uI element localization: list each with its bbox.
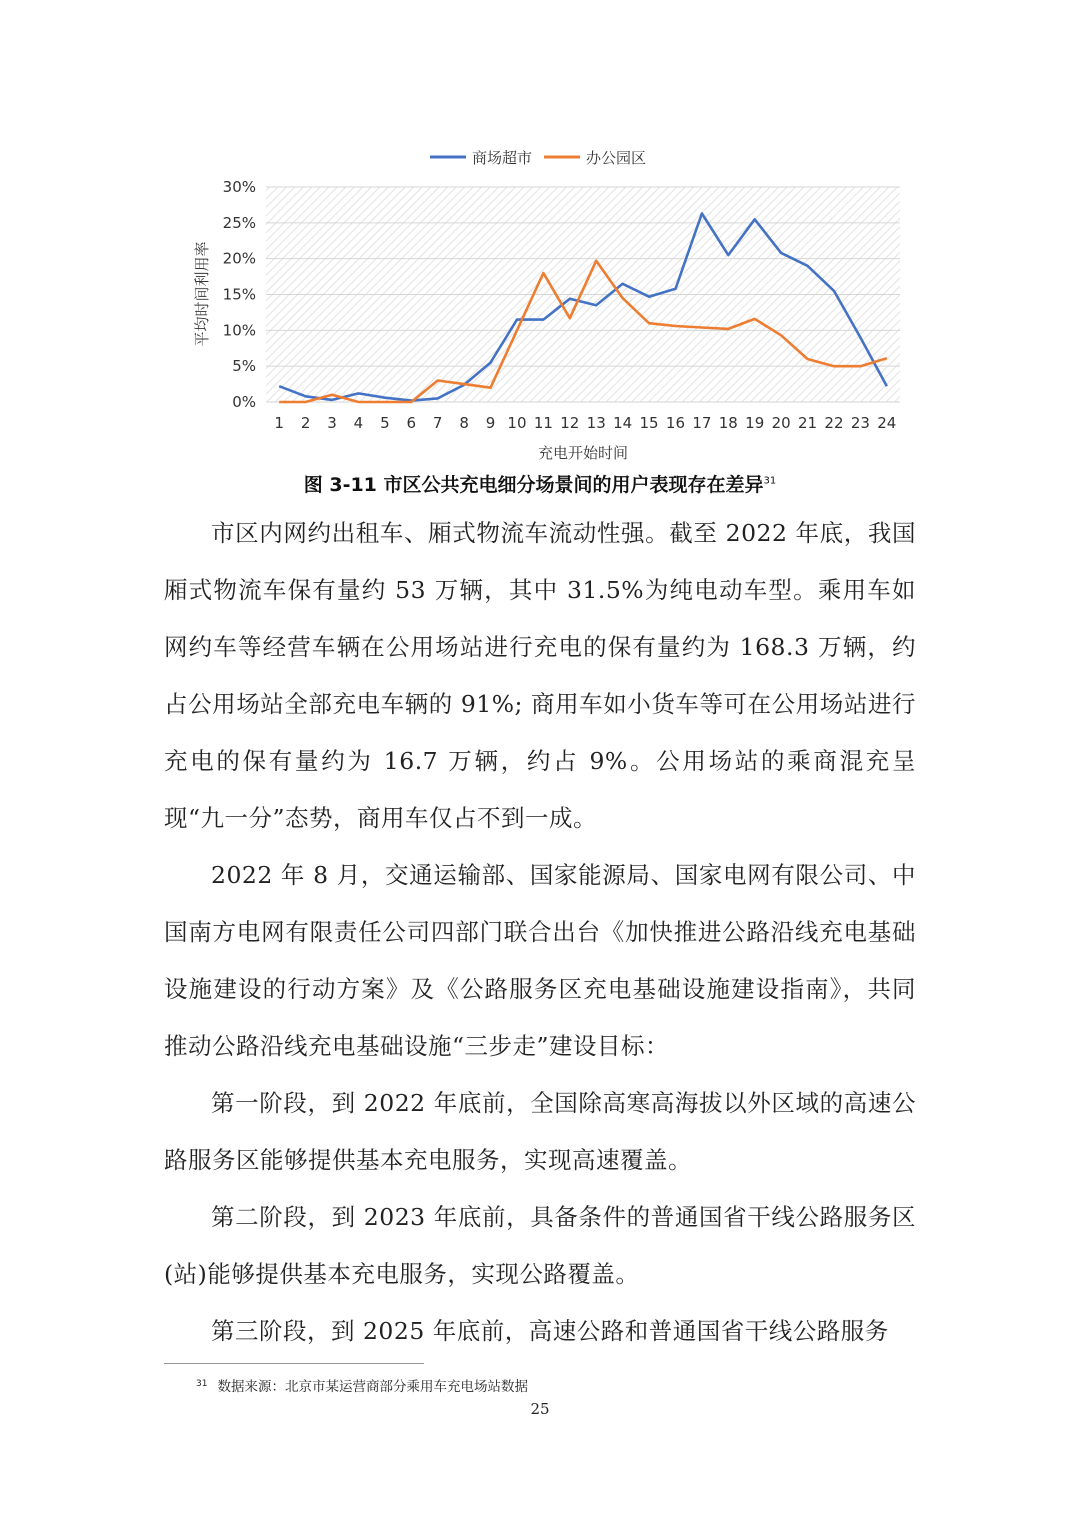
x-tick-label: 9	[485, 414, 496, 432]
footnote-divider	[164, 1363, 424, 1364]
x-tick-label: 21	[797, 414, 818, 432]
x-tick-label: 18	[718, 414, 738, 432]
utilization-line-chart	[180, 140, 920, 470]
y-tick-label: 5%	[232, 357, 256, 376]
paragraph: 2022 年 8 月，交通运输部、国家能源局、国家电网有限公司、中国南方电网有限责任公司四部门联合出台《加快推进公路沿线充电基础设施建设的行动方案》及《公路服务区充电基础设施建设指南》，共同推动公路沿线充电基础设施“三步走”建设目标：	[164, 861, 916, 1060]
x-tick-label: 6	[406, 414, 417, 432]
x-tick-label: 22	[824, 414, 844, 432]
x-tick-label: 17	[692, 414, 712, 432]
x-tick-label: 2	[300, 414, 311, 432]
chart-legend	[430, 149, 646, 167]
x-tick-label: 23	[850, 414, 870, 432]
y-tick-label: 25%	[222, 213, 256, 232]
x-tick-label: 16	[665, 414, 686, 432]
y-axis-ticks	[223, 178, 256, 411]
caption-text: 图 3-11 市区公共充电细分场景间的用户表现存在差异	[303, 474, 764, 496]
x-axis-ticks	[274, 414, 896, 432]
x-tick-label: 7	[432, 414, 443, 432]
caption-footnote-ref: 31	[763, 475, 777, 487]
y-tick-label: 30%	[222, 178, 256, 196]
x-tick-label: 8	[459, 414, 469, 432]
x-tick-label: 1	[274, 414, 284, 432]
x-tick-label: 13	[586, 414, 606, 432]
x-axis-label: 充电开始时间	[537, 444, 629, 462]
x-tick-label: 20	[771, 414, 791, 432]
x-tick-label: 10	[507, 414, 527, 432]
x-tick-label: 4	[353, 414, 364, 432]
body-text	[164, 505, 916, 1360]
x-tick-label: 5	[380, 414, 390, 432]
y-tick-label: 10%	[222, 321, 256, 340]
legend-label-1: 商场超市	[472, 149, 533, 167]
paragraph: 市区内网约出租车、厢式物流车流动性强。截至 2022 年底，我国厢式物流车保有量约 53 万辆，其中 31.5%为纯电动车型。乘用车如网约车等经营车辆在公用场站进行充电的保有量约为 168.3 万辆，约占公用场站全部充电车辆的 91%; 商用车如小货车等可在公用场站进行充电的保有量约为 16.7 万辆，约占 9%。公用场站的乘商混充呈现“九一分”态势，商用车仅占不到一成。	[164, 519, 916, 832]
footnote-number: 31	[196, 1378, 208, 1389]
y-tick-label: 0%	[232, 393, 256, 411]
page-number: 25	[530, 1400, 550, 1418]
x-tick-label: 24	[877, 414, 897, 432]
x-tick-label: 3	[327, 414, 337, 432]
y-tick-label: 20%	[222, 249, 256, 268]
footnote	[196, 1375, 528, 1395]
figure-caption	[0, 470, 1080, 497]
paragraph: 第三阶段，到 2025 年底前，高速公路和普通国省干线公路服务	[211, 1317, 889, 1345]
x-tick-label: 11	[533, 414, 553, 432]
footnote-text: 数据来源：北京市某运营商部分乘用车充电场站数据	[217, 1379, 528, 1395]
legend-label-2: 办公园区	[586, 149, 647, 167]
x-tick-label: 19	[745, 414, 765, 432]
paragraph: 第一阶段，到 2022 年底前，全国除高寒高海拔以外区域的高速公路服务区能够提供基本充电服务，实现高速覆盖。	[164, 1089, 916, 1174]
y-axis-label: 平均时间利用率	[193, 241, 211, 347]
y-tick-label: 15%	[222, 285, 256, 304]
x-tick-label: 14	[613, 414, 633, 432]
x-tick-label: 12	[560, 414, 580, 432]
x-tick-label: 15	[639, 414, 659, 432]
paragraph: 第二阶段，到 2023 年底前，具备条件的普通国省干线公路服务区(站)能够提供基本充电服务，实现公路覆盖。	[164, 1203, 916, 1288]
